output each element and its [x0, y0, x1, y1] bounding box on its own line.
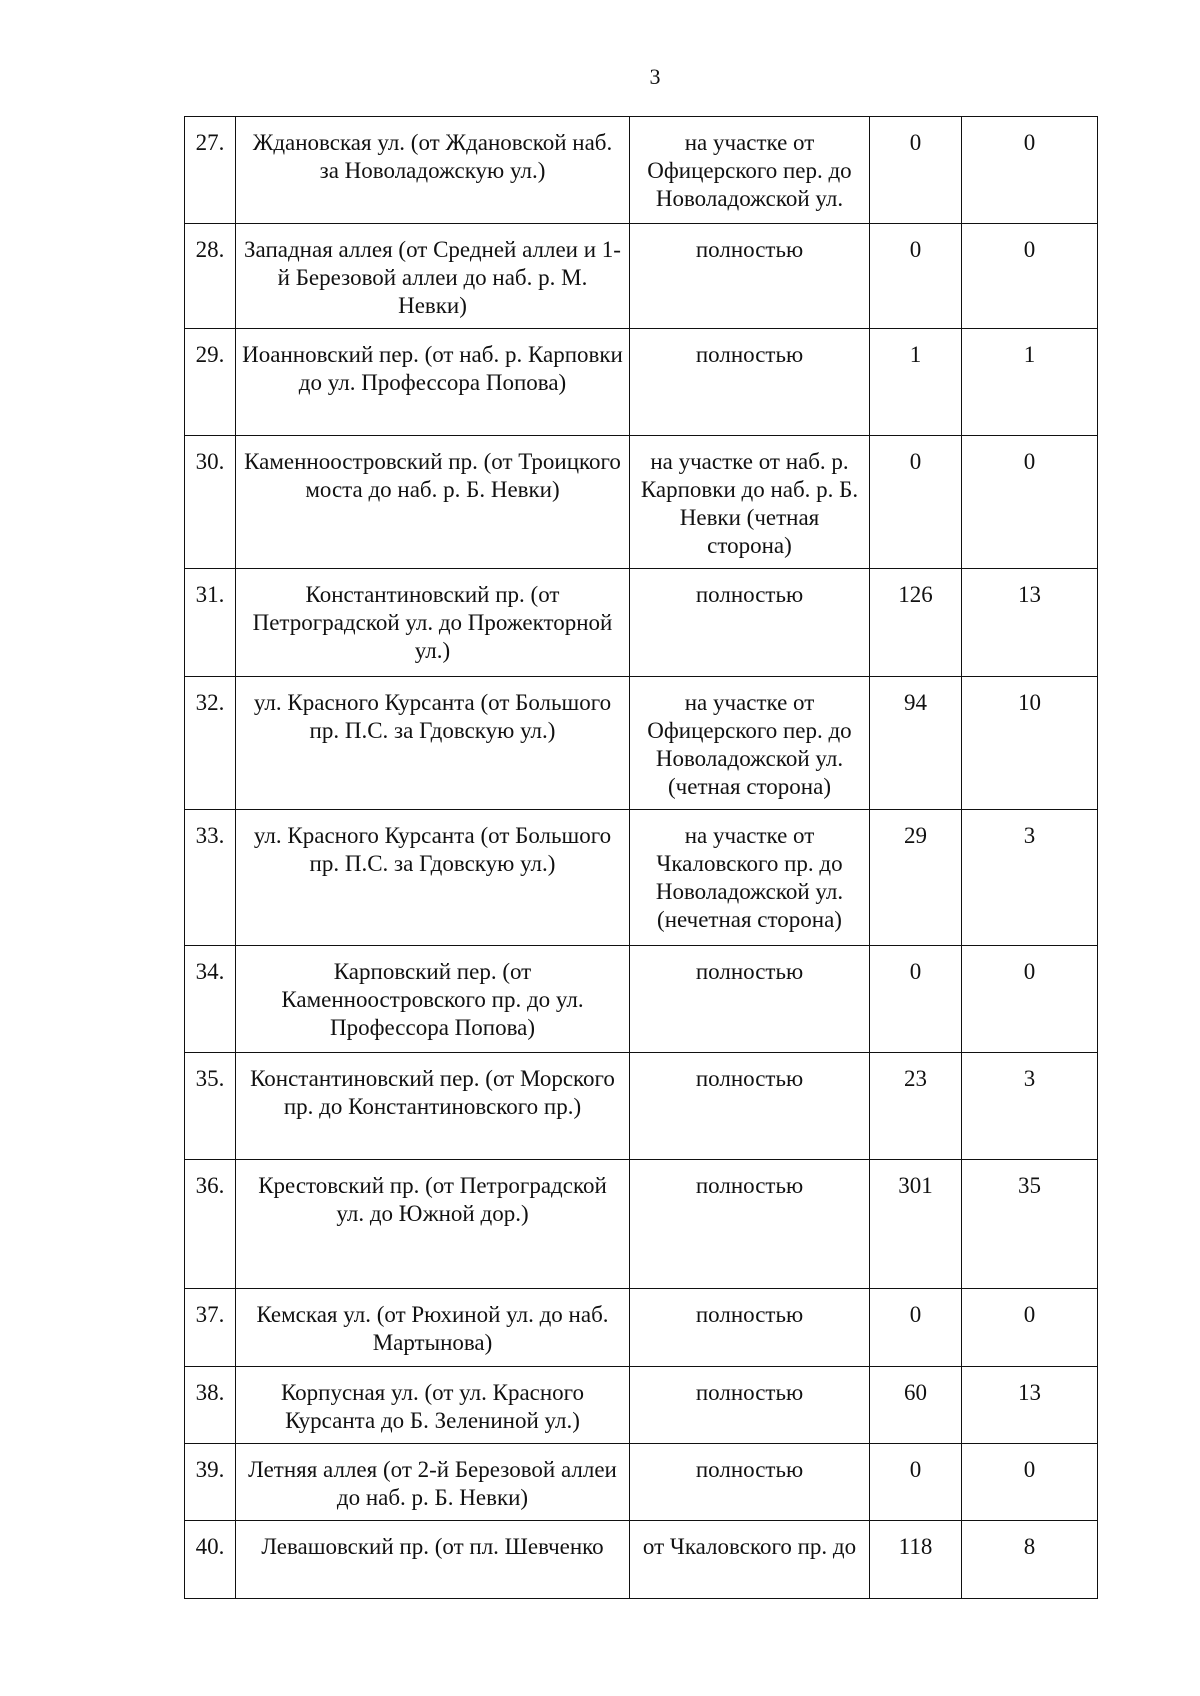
value-2: 13: [962, 1367, 1098, 1444]
row-number: 33.: [185, 810, 236, 946]
value-1: 1: [870, 329, 962, 436]
street-name: Крестовский пр. (от Петроградской ул. до Южной дор.): [236, 1160, 630, 1289]
row-number: 30.: [185, 436, 236, 569]
section-extent: полностью: [630, 1053, 870, 1160]
section-extent: от Чкаловского пр. до: [630, 1521, 870, 1599]
street-name: Кемская ул. (от Рюхиной ул. до наб. Мартынова): [236, 1289, 630, 1367]
table-row: [185, 1289, 1098, 1367]
value-1: 0: [870, 946, 962, 1053]
value-2: 3: [962, 1053, 1098, 1160]
section-extent: полностью: [630, 1289, 870, 1367]
value-1: 118: [870, 1521, 962, 1599]
value-1: 0: [870, 1444, 962, 1521]
street-name: Константиновский пер. (от Морского пр. до Константиновского пр.): [236, 1053, 630, 1160]
street-name: Левашовский пр. (от пл. Шевченко: [236, 1521, 630, 1599]
section-extent: на участке от Офицерского пер. до Новоладожской ул.: [630, 117, 870, 224]
value-1: 60: [870, 1367, 962, 1444]
value-2: 0: [962, 1444, 1098, 1521]
row-number: 34.: [185, 946, 236, 1053]
page-number: 3: [649, 64, 661, 89]
value-2: 10: [962, 677, 1098, 810]
value-1: 0: [870, 436, 962, 569]
street-name: ул. Красного Курсанта (от Большого пр. П.С. за Гдовскую ул.): [236, 810, 630, 946]
table-row: [185, 677, 1098, 810]
section-extent: полностью: [630, 1367, 870, 1444]
table-row: [185, 1444, 1098, 1521]
section-extent: полностью: [630, 329, 870, 436]
table-row: [185, 329, 1098, 436]
section-extent: на участке от наб. р. Карповки до наб. р. Б. Невки (четная сторона): [630, 436, 870, 569]
section-extent: полностью: [630, 946, 870, 1053]
section-extent: полностью: [630, 224, 870, 329]
row-number: 29.: [185, 329, 236, 436]
table-row: [185, 569, 1098, 677]
value-2: 0: [962, 946, 1098, 1053]
value-2: 3: [962, 810, 1098, 946]
street-name: ул. Красного Курсанта (от Большого пр. П.С. за Гдовскую ул.): [236, 677, 630, 810]
street-name: Ждановская ул. (от Ждановской наб. за Новоладожскую ул.): [236, 117, 630, 224]
table-row: [185, 1367, 1098, 1444]
value-2: 0: [962, 436, 1098, 569]
street-name: Иоанновский пер. (от наб. р. Карповки до ул. Профессора Попова): [236, 329, 630, 436]
table-row: [185, 810, 1098, 946]
value-1: 301: [870, 1160, 962, 1289]
value-2: 0: [962, 1289, 1098, 1367]
row-number: 40.: [185, 1521, 236, 1599]
value-1: 126: [870, 569, 962, 677]
street-name: Константиновский пр. (от Петроградской ул. до Прожекторной ул.): [236, 569, 630, 677]
value-1: 0: [870, 117, 962, 224]
value-1: 29: [870, 810, 962, 946]
street-name: Корпусная ул. (от ул. Красного Курсанта до Б. Зелениной ул.): [236, 1367, 630, 1444]
value-2: 8: [962, 1521, 1098, 1599]
value-2: 13: [962, 569, 1098, 677]
street-name: Летняя аллея (от 2-й Березовой аллеи до наб. р. Б. Невки): [236, 1444, 630, 1521]
row-number: 37.: [185, 1289, 236, 1367]
section-extent: полностью: [630, 569, 870, 677]
value-2: 1: [962, 329, 1098, 436]
table-row: [185, 117, 1098, 224]
street-name: Западная аллея (от Средней аллеи и 1-й Березовой аллеи до наб. р. М. Невки): [236, 224, 630, 329]
table-row: [185, 1053, 1098, 1160]
row-number: 31.: [185, 569, 236, 677]
section-extent: на участке от Офицерского пер. до Новоладожской ул. (четная сторона): [630, 677, 870, 810]
section-extent: на участке от Чкаловского пр. до Новоладожской ул. (нечетная сторона): [630, 810, 870, 946]
row-number: 39.: [185, 1444, 236, 1521]
value-1: 0: [870, 224, 962, 329]
table-row: [185, 436, 1098, 569]
row-number: 35.: [185, 1053, 236, 1160]
section-extent: полностью: [630, 1160, 870, 1289]
row-number: 38.: [185, 1367, 236, 1444]
value-2: 0: [962, 117, 1098, 224]
street-name: Карповский пер. (от Каменноостровского пр. до ул. Профессора Попова): [236, 946, 630, 1053]
section-extent: полностью: [630, 1444, 870, 1521]
value-1: 23: [870, 1053, 962, 1160]
table-row: [185, 1160, 1098, 1289]
value-1: 94: [870, 677, 962, 810]
street-name: Каменноостровский пр. (от Троицкого моста до наб. р. Б. Невки): [236, 436, 630, 569]
table-row: [185, 946, 1098, 1053]
row-number: 32.: [185, 677, 236, 810]
table-row: [185, 224, 1098, 329]
value-2: 0: [962, 224, 1098, 329]
row-number: 28.: [185, 224, 236, 329]
row-number: 27.: [185, 117, 236, 224]
value-2: 35: [962, 1160, 1098, 1289]
row-number: 36.: [185, 1160, 236, 1289]
table-row: [185, 1521, 1098, 1599]
value-1: 0: [870, 1289, 962, 1367]
streets-table: [184, 116, 1098, 1599]
